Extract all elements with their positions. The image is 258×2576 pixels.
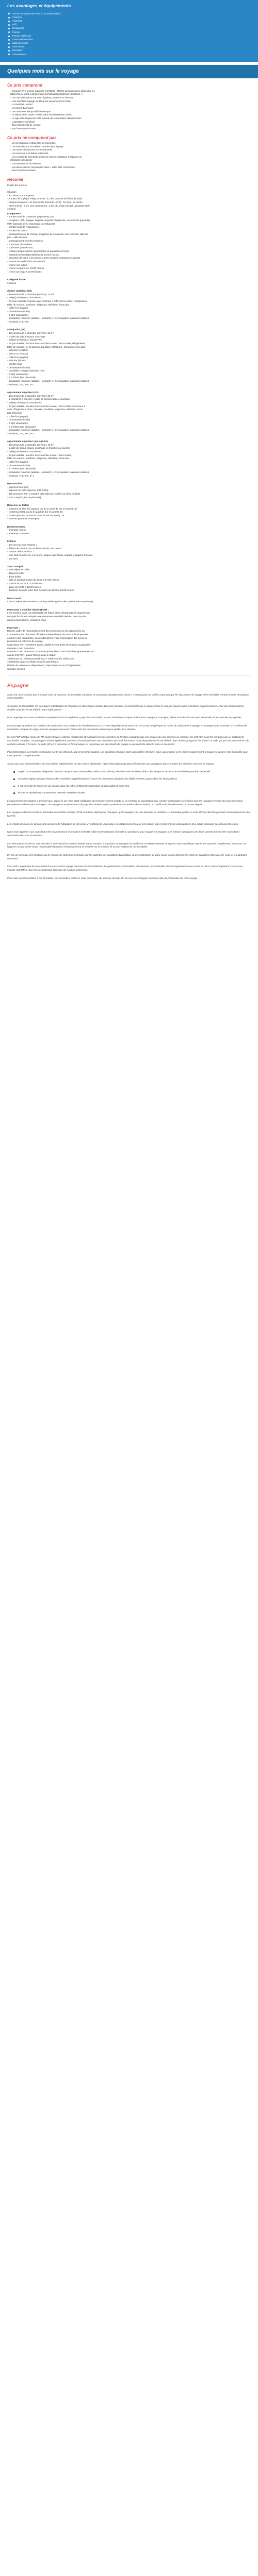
- room-detail-line: - occupation minimum (adultes + enfants): 1+0; occupation maximum (adultes: [7, 471, 89, 474]
- room-detail-line: - climatisation (inclus): [7, 418, 30, 421]
- text-line: - glace de 10:30 à 18:30 heures: [7, 585, 41, 588]
- amenity-label: Salle de fitness: [12, 42, 29, 45]
- text-line: Il est mention dans nos descriptifs, les hôtels et les infrastructures proposés ne: [7, 612, 90, 615]
- room-detail-line: - dimensions de la chambre (environ): 46 m²: [7, 443, 54, 446]
- espagne-paragraph: En cas de fermeture des frontières ou de mesure de confinement décidée par les autorités, les conditions d'annulation ou de modification de votre séjour seront déterminées selon les conditions générales de vente et les garanties souscrites.: [7, 853, 248, 860]
- text-line: - déjeuner buffet: [7, 572, 25, 575]
- text-line: - ville Funchal : 3 km, des commerces : 3 km, du terrain de golf Lanzarote Golf :: [7, 204, 91, 207]
- text-line: - Les prestations et dépenses personnelles: [10, 142, 56, 145]
- room-detail-line: - coffre-fort (payant): [7, 307, 28, 310]
- text-line: - check-in à partir de: 15:00 heures: [7, 267, 44, 270]
- room-detail-line: + enfants): 2+2, 3+0, 3+1: [7, 432, 34, 435]
- espagne-bullet-item: [13, 785, 251, 788]
- text-line: - services (payant): massages: [7, 517, 39, 520]
- text-line: - parasols (selon disponibilité) à la piscine (inclus): [7, 253, 60, 256]
- page: [0, 0, 258, 880]
- summary-lines: [7, 184, 251, 211]
- room-detail-line: - 2 lit(s) individuel(s): [7, 372, 29, 376]
- text-line: - petit-déjeuner buffet: [7, 568, 30, 571]
- text-line: Garantie Covid Protection:: [7, 647, 35, 650]
- equipment-lines: [7, 215, 251, 274]
- room-detail-line: café, réfrigérateur, dîner, chemise, bouilloire, téléphone, télévision écran: [7, 408, 83, 411]
- rooms-section: [0, 285, 258, 478]
- text-line: - service de credit hôtel, Mastercard: [7, 260, 45, 263]
- text-line: - animation diurne: [7, 529, 26, 532]
- bullet-icon: [13, 792, 15, 794]
- text-line: Coronavirus, les directives officielles indépendantes de notre volonté peuvent: [7, 633, 89, 636]
- text-line: entraîner des contraintes, des modifications, voire l'interruption des services: [7, 636, 87, 639]
- amenity-item: [7, 30, 251, 34]
- espagne-paragraph: Pour toute question relative à ces formalités, nos conseillers restent à votre disposition, du lundi au samedi, afin de vous accompagner au mieux dans la préparation de votre voyage.: [7, 876, 198, 879]
- bullet-icon: [13, 786, 15, 787]
- room-title: double supérieur (SS): [7, 290, 32, 293]
- amenity-item: [7, 27, 251, 30]
- text-line: - Les excédents éventuels à bord de l'avion (utilisation d'espaces ou: [10, 155, 82, 158]
- text-line: amples informations, contactez-nous.: [7, 618, 47, 621]
- summary-section: [0, 177, 258, 211]
- bullet-icon: [8, 28, 10, 29]
- text-line: sont pas forcément adaptés aux personnes à mobilité réduite. Pour de plus: [7, 615, 86, 618]
- room-detail-line: - 2 lit(s) individuel(s): [7, 313, 29, 316]
- amenity-label: Transfert: [12, 19, 22, 22]
- room-detail-line: - TV avec satellite, mouche avec machine à café, micro-ondes, réfrigérateur,: [7, 300, 88, 303]
- entertainment-title: Divertissements: [7, 525, 26, 528]
- not-included-section: [0, 135, 258, 173]
- espagne-bullet-text: Il est conseillé de conserver sur soi une copie de votre certificat de vaccination ou du résultat de votre test.: [18, 784, 130, 787]
- text-line: 3 étoiles: [7, 281, 17, 284]
- handicap-lines: [7, 612, 251, 622]
- amenity-label: Club enfant: [12, 45, 25, 48]
- text-line: - Les taxes d'aéroport: [10, 106, 34, 109]
- espagne-paragraph: Nous vous rappelons que vous devez être en possession d'une pièce d'identité valide (carte nationale d'identité ou passeport) pour voyager en Espagne. Les mineurs voyageant sans leurs parents doivent être munis d'une autorisation de sortie du territoire.: [7, 831, 239, 837]
- text-line: - au calme, sur une pente: [7, 194, 35, 197]
- bullet-icon: [8, 13, 10, 14]
- room-detail-line: - lit d'enfant (sur demande): [7, 376, 36, 379]
- not-included-list: [7, 142, 251, 173]
- restauration-section: [0, 478, 258, 499]
- amenity-item: [7, 12, 251, 15]
- sport-title: Sport compris: [7, 565, 24, 568]
- text-line: - check-out jusqu'à 12:00 heures: [7, 270, 42, 273]
- text-line: - logement seul (LS): [7, 485, 29, 488]
- espagne-bullet-text: Certaines régions peuvent imposer des restrictions supplémentaires (couvre-feu, fermeture anticipée des établissements, jauges dans les lieux publics).: [18, 777, 178, 780]
- included-section: [0, 82, 258, 130]
- category-section: [0, 274, 258, 285]
- bullet-icon: [8, 36, 10, 37]
- text-line: cas de test PCR, quand l'hôtel) avant le départ: [7, 654, 56, 657]
- text-line: Garantie Covid Protection: (Garantie optionnelle COVID19 incluse gratuitement en: [7, 650, 94, 653]
- room-detail-line: - TV par satellite, mouche avec machine à café, micro-ondes, réfrigérateur,: [7, 342, 86, 345]
- room-detail-line: - lit d'enfant (sur demande): [7, 425, 36, 428]
- room-detail-line: - occupation minimum (adultes + enfants): 1+0; occupation maximum (adultes: [7, 317, 89, 320]
- amenities-list: [0, 11, 258, 61]
- text-line: - serviettes de bains à la piscine (contre caution), changement payant: [7, 257, 80, 260]
- amenities-title: Les avantages et équipements: [7, 3, 71, 8]
- espagne-title: Espagne: [7, 683, 29, 689]
- included-title: Ce prix comprend: [7, 83, 43, 88]
- espagne-bullets: [13, 770, 251, 795]
- restauration-lines: [7, 486, 251, 500]
- handicap-title: Personnes à mobilité réduite (PMR) :: [7, 608, 49, 611]
- text-line: - Tous documents de voyage: [10, 124, 41, 127]
- text-line: [7, 187, 251, 191]
- room-detail-line: - salle(s) de bains ou douche WC: [7, 450, 42, 453]
- text-line: - La type d'hébergement et la formule de restauration sélectionnées: [10, 116, 82, 120]
- room-detail-line: - coffre-fort (payant): [7, 355, 28, 359]
- amenity-label: Piscine: [12, 30, 20, 33]
- amenity-label: Réception: [12, 49, 23, 52]
- entertainment-section: [0, 521, 258, 536]
- text-line: - demi-pension (PD, y compris petit-déjeuner (buffet) et dîner (buffet)): [7, 492, 80, 495]
- amenity-label: Vol A/R au départ de Paris (+ 16 autres villes): [12, 12, 60, 15]
- espagne-bullet-item: [13, 791, 251, 795]
- kids-title: Enfants: [7, 540, 16, 543]
- text-line: WIFI (laissez), avec chanceraie du restaurant: [7, 222, 55, 225]
- bullet-icon: [8, 39, 10, 41]
- text-line: - réception : 24h, bagage, angliers, raquette / l'ampoule, une internet (payante),: [7, 219, 91, 222]
- highlights-title: Quelques mots sur le voyage: [7, 68, 79, 74]
- drinks-title: Boissons au forfait: [7, 503, 29, 506]
- text-line: - délivre de bercins pour enfants: terrain, sea douce: [7, 547, 61, 550]
- text-line: - pas écrit: [7, 557, 18, 560]
- room-detail-line: plat, télévision: [7, 411, 23, 414]
- important-title: Important :: [7, 626, 20, 629]
- text-line: - aménagement extérieur terrasse: [7, 240, 43, 243]
- amenity-item: [7, 34, 251, 38]
- espagne-paragraphs-2: [0, 800, 258, 880]
- text-line: - 1 piscines (eau douce): [7, 246, 33, 249]
- espagne-paragraph: Suite à la crise sanitaire que le monde vient de traverser, les formalités sanitaires se sont assez drastiquement durcies. Il est opportun de vérifier avant tout que les documents de voyage et les formalités d'entrée à votre destination sont complètes.: [7, 693, 249, 700]
- text-line: - logement et petit-déjeuner (PD buffet): [7, 489, 49, 492]
- amenity-item: [7, 38, 251, 42]
- bullet-icon: [8, 50, 10, 52]
- sport-section: [0, 561, 258, 592]
- text-line: - snacks de 10:30 à 12:00 heures: [7, 582, 43, 585]
- text-line: - service clinics et deux: 1: [7, 550, 35, 553]
- room-detail-line: - coffre-fort (payant): [7, 415, 28, 418]
- espagne-paragraphs: [0, 693, 258, 766]
- bullet-icon: [13, 778, 15, 780]
- room-title: suite junior (FE): [7, 328, 25, 331]
- amenity-label: Wifi: [12, 23, 17, 26]
- room-detail-line: table de cuisson, bouilloire, téléphone, télévision écran plat: [7, 457, 70, 460]
- room-detail-line: - 1 chambres à coucher, 1 salle de séjour/espace couchage: [7, 398, 70, 401]
- category-lines: [7, 282, 251, 285]
- text-line: - Les repas et boissons non mentionnés: [10, 148, 53, 151]
- text-line: proposés sur votre lieu de voyage.: [7, 640, 44, 643]
- text-line: - Sauf mention contraire: [10, 169, 36, 172]
- text-line: - soutien (inclus), au soin le quart de bar en avant): 18: [7, 514, 64, 517]
- amenity-item: [7, 53, 251, 56]
- text-line: Détails de l'assurance disponible ici: https://www.eb-ne.ch/c/garanties-: [7, 664, 81, 667]
- text-line: - Boissons selon la carte Tout Compris de 10:00 à 23:00 heures: [7, 589, 74, 592]
- text-line: - animation nocturne: [7, 532, 29, 535]
- amenity-label: Climatisation: [12, 53, 26, 56]
- room-detail-line: - dimensions de la chambre (environ): 23 m²: [7, 293, 54, 296]
- text-line: 12,6 km: [7, 208, 16, 211]
- text-line: - nombre de bars 2: [7, 229, 27, 232]
- amenity-label: Chambre: [12, 15, 22, 19]
- text-line: - nombre total de chambres (logements) 225: [7, 215, 54, 218]
- espagne-paragraph: Les enfants de moins de 12 ans sont exemptés de l'obligation de présenter un certificat de vaccination, de rétablissement ou un test négatif, mais ils doivent être accompagnés d'un adulte disposant des documents requis.: [7, 822, 239, 825]
- espagne-bullet-item: [13, 777, 251, 781]
- text-line: Puerto del Carmen: [7, 183, 27, 187]
- important-section: [0, 622, 258, 671]
- sport-lines: [7, 568, 251, 592]
- text-line: Cependant, rien n'empêche pas la validité de vos droits de retenus et garanties: [7, 643, 90, 647]
- handicap-section: [0, 604, 258, 622]
- amenity-label: Restaurant: [12, 27, 24, 30]
- room-detail-line: - 2 lit(s) individuel(s): [7, 421, 29, 425]
- highlights-header: [0, 65, 258, 79]
- room-detail-line: - climatisation (inclus): [7, 464, 30, 467]
- espagne-bullet-text: Le port du masque est obligatoire dans les transports en commun (bus, métro, train, avions), ainsi que dans les lieux publics clos lorsque la distance de sécurité ne peut être respectée.: [18, 770, 211, 773]
- room-detail-line: - nombre total: [7, 362, 22, 365]
- text-line: - nombre total de restaurants 1: [7, 226, 40, 229]
- text-line: - Le transfert + retour: [10, 103, 33, 106]
- room-title: appartement supérieur type A (AEA): [7, 440, 48, 443]
- espagne-paragraph: Pour rappel pour les pass sanitaires européens (Union Européenne + pays tiers associés) : le pass sanitaire est toujours valide pour voyager en Espagne, même si ce dernier n'est plus demandé par les autorités espagnoles.: [7, 716, 242, 719]
- bullet-icon: [8, 43, 10, 44]
- text-line: Situation: [7, 190, 17, 193]
- text-line: - Les services et activités optionnels: [10, 152, 49, 155]
- text-line: - Les assurances facultatives: [10, 162, 41, 165]
- espagne-paragraph: Plus d'information sur l'entrée en Espagne sur le site officiel du gouvernement espagnol. Les conditions d'entrée étant susceptibles d'évoluer, nous vous invitons à les vérifier régulièrement. L'équipe de ventes reste disponible pour toute question complémentaire.: [7, 751, 248, 757]
- room-detail-line: - possibilité d'usage individuel, (FR): [7, 369, 45, 372]
- bullet-icon: [8, 31, 10, 33]
- room-detail-line: + enfants): 4+1, 5+0, 3+1: [7, 474, 34, 477]
- text-line: 15/03/2023 (avec un départ avant le 10/10/2022): [7, 660, 59, 664]
- espagne-bullet-text: En cas de symptômes, contactez les autorités sanitaires locales.: [18, 791, 86, 794]
- text-line: - dîner buffet: [7, 575, 21, 578]
- espagne-paragraph: Un test PCR effectué moins de 72h avant l'arrivée et dont le résultat doit être négatif est exigé à l'entrée du territoire espagnol pour une arrivée par voie aérienne ou maritime. Ce test PCR peut être remplacé par un certificat de vaccination complète. Les passagers doivent également présenter à l'embarquement une déclaration de santé (formulaire FCS) disponible sur le site officiel : https://www.spth.gob.es/ et obtenir un code QR qui sera présenté lors du contrôle sanitaire à l'arrivée. Ce code QR est à présenter en format papier ou numérique, les documents de voyage ne pouvant être délivrés sans ce document.: [7, 736, 249, 745]
- espagne-paragraph: Les passagers justifiant d'un certificat de vaccination, d'un certificat de rétablissement ou d'un test négatif (PCR de moins de 72h ou test antigénique de moins de 24h) peuvent voyager en Espagne sans restriction. Le certificat de vaccination complet est exigé, mais les voyageurs peuvent choisir entre les documents suivants pour justifier leur situation.: [7, 724, 247, 731]
- text-line: - Le séjour de la durée choisie, dans l'établissement retenu: [10, 113, 72, 116]
- bullet-icon: [8, 24, 10, 26]
- room-detail-line: - occupation minimum (adultes + enfants): 1+0; occupation maximum (adultes: [7, 429, 89, 432]
- espagne-paragraph: Il est enfin rappelé que la souscription d'une assurance voyage couvrant les frais médicaux, le rapatriement et l'annulation est vivement recommandée. Pensez également à vous munir de votre Carte Européenne d'Assurance Maladie (CEAM) si vous êtes ressortissant d'un pays de l'Union européenne.: [7, 865, 243, 871]
- important-lines: [7, 630, 251, 671]
- room-title: appartement supérieur (AS): [7, 391, 39, 394]
- text-line: - chaine non admis: [7, 263, 27, 266]
- text-line: - Boutique/bureau de change, magasins de souvenirs, mini-mall, lits, salle de: [7, 232, 88, 235]
- espagne-bullet-item: [13, 770, 251, 774]
- text-line: jeux - salle de jeux: [7, 236, 27, 239]
- kids-section: [0, 536, 258, 561]
- room-detail-line: - salle(s) de bains ou douche WC: [7, 401, 42, 404]
- text-line: - salle et piscine/houses de 16:00 à 17:00 heures: [7, 579, 59, 582]
- amenity-item: [7, 20, 251, 23]
- bullet-icon: [8, 46, 10, 48]
- room-detail-line: - climatisation (inclus): [7, 366, 30, 369]
- espagne-paragraph: A compter du 25/10/2022, les passagers à destination de l'Espagne ne doivent plus justifier d'un pass sanitaire. Il est possible que le déplacement ne soit pas soumis à des restrictions supplémentaires. Pour plus d'informations veuillez consulter le site officiel : https://spth.gob.es/: [7, 705, 244, 711]
- text-line: - Tout compris (à la de plus bas): [7, 496, 41, 499]
- text-line: - boissons de bien (fin payant) (au du le quart de bar en avant): 18: [7, 507, 77, 510]
- text-line: - Les transferts aéroport/hôtel/aéroport: [10, 110, 51, 113]
- amenity-item: [7, 23, 251, 27]
- text-line: - chaises longues (selon disponibilité) et parasols (en bois): [7, 250, 69, 253]
- text-line: - Les vols aller/retour sur vols réguliers, charters ou low-cost: [10, 96, 74, 99]
- text-line: - mini-club horaires de 4 à 12 ans, langue: allemande, anglais, espagnol, français: [7, 553, 93, 556]
- text-line: - à 400m de la plage "Playa Grande", à 3 km, marche de l'hôtel (à pied): [7, 197, 83, 200]
- text-line: - Sauf mention contraire: [10, 127, 36, 130]
- text-line: - Aéroport (environ) : de l'aéroport Lanzarote (ACE) : 12,6 km, de centre: [7, 200, 83, 204]
- text-line: - Les frais liés aux formalités d'entrée dans le pays: [10, 145, 64, 148]
- bullet-icon: [8, 54, 10, 55]
- text-line: - Les éléments non mentionnés dans « votre offre comprend »: [10, 165, 76, 168]
- room-detail-line: - dimensions de la chambre (environ): 32 m²: [7, 331, 54, 334]
- kids-lines: [7, 544, 251, 561]
- room-detail-line: - salle(s) de bains ou douche WC: [7, 338, 42, 342]
- amenity-item: [7, 16, 251, 20]
- room-detail-line: - coffre-fort (payant): [7, 461, 28, 464]
- text-line: - Garantie ETC incluse (garantie COVID19 : Offerte de l'assurance disponible ici:: [10, 89, 95, 92]
- text-line: speciale-covid19: [7, 667, 25, 670]
- amenity-item: [7, 45, 251, 49]
- espagne-paragraph: Aussi nous vous recommandons de vous référer régulièrement au site France Diplomatie : https://www.diplomatie.gouv.fr/fr/conseils-aux-voyageurs/ pour connaître les dernières mesures en vigueur.: [7, 762, 215, 765]
- restauration-title: Restauration :: [7, 482, 23, 485]
- text-line: Chacun séjour de chambres sont disponibles (prix et des options selon systèmes).: [7, 600, 94, 603]
- text-line: - Nombreux (les) (au du le quart de bar en avant): 18: [7, 511, 63, 514]
- summary-title: Résumé: [7, 177, 24, 182]
- room-detail-line: - occupation minimum (adultes + enfants): 1+0; occupation maximum (adultes: [7, 380, 89, 383]
- text-line: - aire de jeux pour enfants: 1: [7, 543, 38, 546]
- amenity-label: Centre de bien-être: [12, 38, 33, 41]
- room-detail-line: + enfants): 2+1, 2+0: [7, 320, 29, 324]
- text-line: d'enfants consignés): [10, 159, 32, 162]
- category-title: Catégorie locale: [7, 278, 26, 281]
- room-detail-line: - balcon ou terrasse: [7, 352, 28, 355]
- room-detail-line: - lit d'enfant (sur demande): [7, 467, 36, 470]
- room-detail-line: - TV par satellite, mouche avec machine à café, micro-ondes, ascenseur à: [7, 404, 86, 408]
- amenities-header: [0, 0, 258, 11]
- amenity-label: Piscine extérieure: [12, 34, 31, 37]
- room-detail-line: table de cuisson, fer et planche, bouilloire, téléphone, télévision écran plat: [7, 345, 85, 348]
- text-line: - L'assistance sur place: [10, 120, 35, 123]
- equipment-section: [0, 212, 258, 274]
- entertainment-lines: [7, 529, 251, 535]
- room-detail-line: - dimensions de la chambre (environ): 32 m²: [7, 394, 54, 397]
- espagne-paragraph: Les voyageurs doivent remplir un formulaire de contrôle sanitaire (FCS) avant leur départ pour l'Espagne, qu'ils voyagent par voie aérienne ou maritime. Le formulaire génère un code QR qui doit être présenté à l'embarquement et à l'arrivée.: [7, 811, 250, 817]
- drinks-lines: [7, 507, 251, 521]
- amenity-item: [7, 42, 251, 45]
- espagne-paragraph: Les informations ci-dessus sont données à titre indicatif et peuvent évoluer à tout moment. Il appartient au voyageur de vérifier les conditions d'entrée en vigueur avant son départ auprès des autorités compétentes. En aucun cas l'agence ne pourra être tenue responsable d'un refus d'embarquement ou d'entrée sur le territoire lié au non-respect de ces formalités.: [7, 842, 247, 849]
- room-detail-line: - climatisation (inclus): [7, 310, 30, 313]
- drinks-section: [0, 499, 258, 521]
- amenity-item: [7, 49, 251, 53]
- text-line: - Une franchise bagage de 15kg par personne (hors Italie): [10, 99, 71, 103]
- bullet-icon: [8, 17, 10, 19]
- espagne-paragraph: Le gouvernement espagnol a annoncé que, depuis le 1er mars 2023, l'obligation de présenter un test négatif ou un certificat de vaccination pour voyager en Espagne a été levée pour les voyageurs venant des pays de l'Union européenne et de l'espace Schengen. Les voyageurs en provenance de pays tiers doivent toujours présenter un certificat de vaccination, un certificat de rétablissement ou un test négatif.: [7, 799, 243, 806]
- notes-section: [0, 592, 258, 604]
- bullet-icon: [8, 21, 10, 22]
- notes-title: Bon à savoir: [7, 597, 22, 600]
- equipment-title: Équipement: [7, 212, 21, 215]
- not-included-title: Ce prix ne comprend pas: [7, 135, 57, 140]
- text-line: Dans le cadre de l'accomplissement des restrictions et circulation liées au: [7, 630, 85, 633]
- room-detail-line: - 1 salle de séjour espace couchage: [7, 335, 45, 338]
- text-line: 10/04/2023 et 10/06/2022/Initial Sud + initial avant le 29/03 pour: [7, 657, 75, 660]
- room-detail-line: - salle(s) de bains ou douche WC: [7, 296, 42, 299]
- text-line: - 1 piscines disponibles: [7, 243, 32, 246]
- included-list: [7, 90, 251, 131]
- bullet-icon: [13, 771, 15, 773]
- notes-lines: [7, 600, 251, 604]
- text-line: https://s3.eu-west-1.amazonaws.com/travelconfig/travel-conditions...): [10, 93, 83, 96]
- room-detail-line: + enfants): 2+2, 3+0, 3+1: [7, 383, 34, 386]
- room-detail-line: - mini-bar (inclus): [7, 359, 26, 362]
- room-detail-line: - table/sur réception: [7, 349, 28, 352]
- room-detail-line: - TV par satellite, mouche avec machine à café, micro-ondes,: [7, 453, 72, 456]
- room-detail-line: table de cuisson, bouilloire, téléphone, télévision écran plat: [7, 303, 70, 306]
- room-detail-line: - 1 salle de séjour espace couchage, 2 chambres à coucher: [7, 447, 70, 450]
